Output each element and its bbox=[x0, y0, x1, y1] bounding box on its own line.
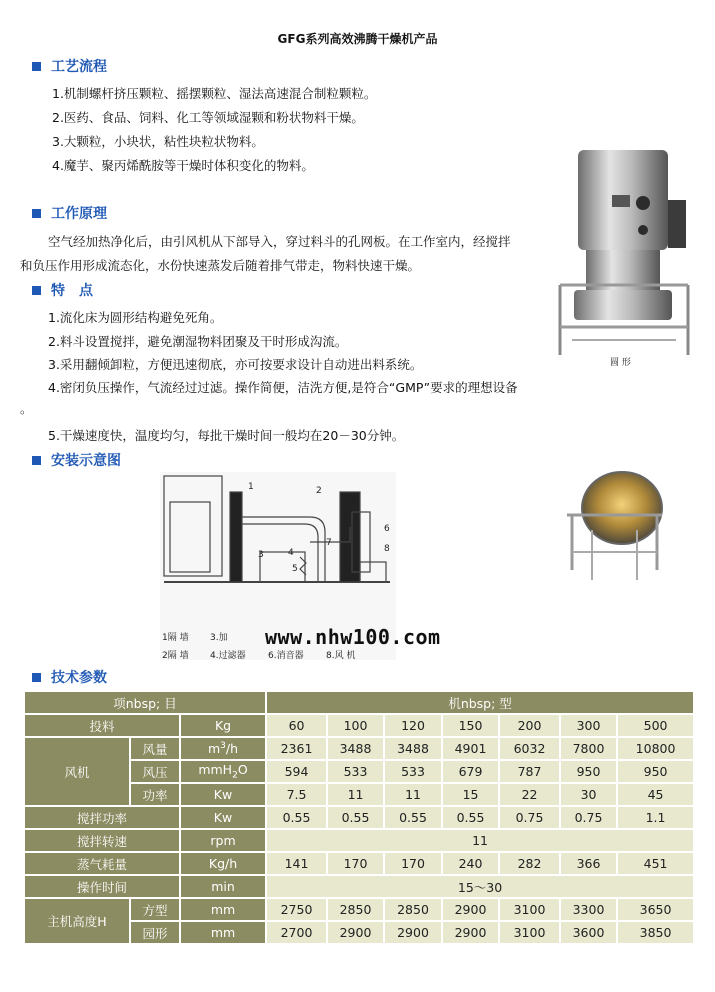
header-model: 机nbsp; 型 bbox=[266, 691, 694, 714]
table-row bbox=[24, 875, 694, 898]
legend-item: 6.消音器 bbox=[268, 651, 304, 661]
table-cell: 282 bbox=[499, 852, 560, 875]
table-cell: 679 bbox=[442, 760, 499, 783]
row-unit: mm bbox=[180, 921, 266, 944]
table-cell: 170 bbox=[384, 852, 442, 875]
heading-text: 工作原理 bbox=[51, 206, 107, 222]
tilting-bowl-illustration bbox=[562, 460, 668, 585]
dryer-photo-round bbox=[548, 145, 706, 370]
row-group-label: 风机 bbox=[24, 737, 130, 806]
table-cell-span: 11 bbox=[266, 829, 694, 852]
bullet-square-icon bbox=[32, 62, 41, 71]
table-cell: 170 bbox=[327, 852, 384, 875]
bullet-square-icon bbox=[32, 673, 41, 682]
table-cell: 2900 bbox=[384, 921, 442, 944]
table-cell: 60 bbox=[266, 714, 327, 737]
diagram-number: 7 bbox=[326, 538, 332, 548]
table-cell: 0.55 bbox=[327, 806, 384, 829]
row-label: 操作时间 bbox=[24, 875, 180, 898]
row-unit: Kw bbox=[180, 783, 266, 806]
legend-item: 2隔 墙 bbox=[162, 651, 189, 661]
table-cell: 300 bbox=[560, 714, 617, 737]
process-item: 3.大颗粒，小块状，粘性块粒状物料。 bbox=[52, 134, 264, 149]
table-cell: 533 bbox=[327, 760, 384, 783]
dryer-photo-tilting bbox=[562, 460, 668, 585]
diagram-number: 4 bbox=[288, 548, 294, 558]
row-unit: mm bbox=[180, 898, 266, 921]
feature-item: 3.采用翻倾卸粒，方便迅速彻底，亦可按要求设计自动进出料系统。 bbox=[48, 357, 423, 372]
table-cell: 7800 bbox=[560, 737, 617, 760]
page-title: GFG系列高效沸腾干燥机产品 bbox=[277, 32, 438, 46]
table-cell: 30 bbox=[560, 783, 617, 806]
section-heading-params bbox=[32, 667, 107, 687]
table-cell: 3488 bbox=[327, 737, 384, 760]
table-cell: 141 bbox=[266, 852, 327, 875]
table-cell: 100 bbox=[327, 714, 384, 737]
table-cell: 2850 bbox=[327, 898, 384, 921]
table-row bbox=[24, 829, 694, 852]
installation-schematic bbox=[160, 472, 396, 622]
row-label: 功率 bbox=[130, 783, 180, 806]
row-label: 风量 bbox=[130, 737, 180, 760]
table-cell: 3300 bbox=[560, 898, 617, 921]
table-cell: 4901 bbox=[442, 737, 499, 760]
unit-sub: 2 bbox=[232, 770, 238, 781]
diagram-number: 6 bbox=[384, 524, 390, 534]
feature-item: 1.流化床为圆形结构避免死角。 bbox=[48, 310, 223, 325]
diagram-number: 5 bbox=[292, 564, 298, 574]
table-cell: 0.55 bbox=[384, 806, 442, 829]
table-cell: 240 bbox=[442, 852, 499, 875]
table-row bbox=[24, 737, 694, 760]
table-cell: 451 bbox=[617, 852, 694, 875]
table-cell: 150 bbox=[442, 714, 499, 737]
principle-line: 和负压作用形成流态化，水份快速蒸发后随着排气带走，物料快速干燥。 bbox=[20, 258, 421, 273]
row-unit: Kg/h bbox=[180, 852, 266, 875]
legend-item: 4.过滤器 bbox=[210, 651, 246, 661]
unit-base: m bbox=[207, 741, 221, 757]
table-row bbox=[24, 898, 694, 921]
principle-line: 空气经加热净化后，由引风机从下部导入，穿过料斗的孔网板。在工作室内，经搅拌 bbox=[48, 234, 511, 249]
bullet-square-icon bbox=[32, 456, 41, 465]
feature-item: 4.密闭负压操作，气流经过过滤。操作简便，洁洗方便,是符合“GMP”要求的理想设备 bbox=[48, 380, 518, 395]
row-label: 园形 bbox=[130, 921, 180, 944]
diagram-number: 8 bbox=[384, 544, 390, 554]
table-cell: 0.55 bbox=[266, 806, 327, 829]
table-cell: 120 bbox=[384, 714, 442, 737]
row-unit: Kw bbox=[180, 806, 266, 829]
table-cell: 2750 bbox=[266, 898, 327, 921]
table-cell: 2900 bbox=[442, 921, 499, 944]
watermark-text: www.nhw100.com bbox=[265, 625, 441, 649]
table-cell: 594 bbox=[266, 760, 327, 783]
table-cell: 3650 bbox=[617, 898, 694, 921]
photo-caption: 圆 形 bbox=[610, 358, 631, 368]
row-unit: min bbox=[180, 875, 266, 898]
diagram-number: 1 bbox=[248, 482, 254, 492]
table-cell: 950 bbox=[560, 760, 617, 783]
feature-item: 。 bbox=[20, 401, 33, 416]
unit-tail: O bbox=[237, 762, 248, 778]
table-cell-span: 15～30 bbox=[266, 875, 694, 898]
spec-table bbox=[23, 690, 695, 945]
table-cell: 2900 bbox=[327, 921, 384, 944]
heading-text: 安装示意图 bbox=[51, 453, 121, 469]
table-cell: 3600 bbox=[560, 921, 617, 944]
row-unit bbox=[180, 760, 266, 783]
table-cell: 533 bbox=[384, 760, 442, 783]
legend-item: 3.加 bbox=[210, 633, 228, 643]
table-cell: 2361 bbox=[266, 737, 327, 760]
row-label: 蒸气耗量 bbox=[24, 852, 180, 875]
header-item: 项nbsp; 目 bbox=[24, 691, 266, 714]
row-label: 搅拌功率 bbox=[24, 806, 180, 829]
table-cell: 500 bbox=[617, 714, 694, 737]
table-row bbox=[24, 714, 694, 737]
diagram-number: 3 bbox=[258, 550, 264, 560]
section-heading-principle bbox=[32, 203, 107, 223]
row-group-label: 主机高度H bbox=[24, 898, 130, 944]
legend-item: 1隔 墙 bbox=[162, 633, 189, 643]
bullet-square-icon bbox=[32, 286, 41, 295]
table-cell: 7.5 bbox=[266, 783, 327, 806]
row-unit bbox=[180, 737, 266, 760]
table-cell: 15 bbox=[442, 783, 499, 806]
table-cell: 3100 bbox=[499, 898, 560, 921]
bullet-square-icon bbox=[32, 209, 41, 218]
table-cell: 22 bbox=[499, 783, 560, 806]
heading-text: 技术参数 bbox=[51, 670, 107, 686]
table-cell: 11 bbox=[327, 783, 384, 806]
table-cell: 2900 bbox=[442, 898, 499, 921]
section-heading-process bbox=[32, 56, 107, 76]
table-cell: 0.75 bbox=[499, 806, 560, 829]
heading-text: 特 点 bbox=[51, 283, 93, 299]
table-cell: 3100 bbox=[499, 921, 560, 944]
row-label: 投料 bbox=[24, 714, 180, 737]
section-heading-features bbox=[32, 280, 93, 300]
table-cell: 0.55 bbox=[442, 806, 499, 829]
process-item: 2.医药、食品、饲料、化工等领域湿颗和粉状物料干燥。 bbox=[52, 110, 364, 125]
table-cell: 3850 bbox=[617, 921, 694, 944]
section-heading-install bbox=[32, 450, 121, 470]
table-cell: 45 bbox=[617, 783, 694, 806]
table-cell: 1.1 bbox=[617, 806, 694, 829]
table-cell: 3488 bbox=[384, 737, 442, 760]
table-header-row bbox=[24, 691, 694, 714]
process-item: 4.魔芋、聚丙烯酰胺等干燥时体积变化的物料。 bbox=[52, 158, 314, 173]
table-row bbox=[24, 852, 694, 875]
process-item: 1.机制螺杆挤压颗粒、摇摆颗粒、湿法高速混合制粒颗粒。 bbox=[52, 86, 377, 101]
table-cell: 11 bbox=[384, 783, 442, 806]
unit-sup: 3 bbox=[220, 740, 226, 751]
feature-item: 2.料斗设置搅拌，避免潮湿物料团聚及干时形成沟流。 bbox=[48, 334, 348, 349]
row-label: 搅拌转速 bbox=[24, 829, 180, 852]
table-cell: 366 bbox=[560, 852, 617, 875]
dryer-illustration bbox=[548, 145, 706, 370]
feature-item: 5.干燥速度快，温度均匀，每批干燥时间一般均在20－30分钟。 bbox=[48, 428, 405, 443]
unit-tail: /h bbox=[225, 741, 239, 757]
row-label: 方型 bbox=[130, 898, 180, 921]
row-label: 风压 bbox=[130, 760, 180, 783]
table-row bbox=[24, 806, 694, 829]
row-unit: rpm bbox=[180, 829, 266, 852]
unit-base: mmH bbox=[198, 762, 233, 778]
table-cell: 2700 bbox=[266, 921, 327, 944]
table-cell: 0.75 bbox=[560, 806, 617, 829]
table-cell: 10800 bbox=[617, 737, 694, 760]
row-unit: Kg bbox=[180, 714, 266, 737]
table-cell: 200 bbox=[499, 714, 560, 737]
table-cell: 787 bbox=[499, 760, 560, 783]
diagram-number: 2 bbox=[316, 486, 322, 496]
table-cell: 2850 bbox=[384, 898, 442, 921]
heading-text: 工艺流程 bbox=[51, 59, 107, 75]
legend-item: 8.风 机 bbox=[326, 651, 356, 661]
table-cell: 950 bbox=[617, 760, 694, 783]
table-cell: 6032 bbox=[499, 737, 560, 760]
